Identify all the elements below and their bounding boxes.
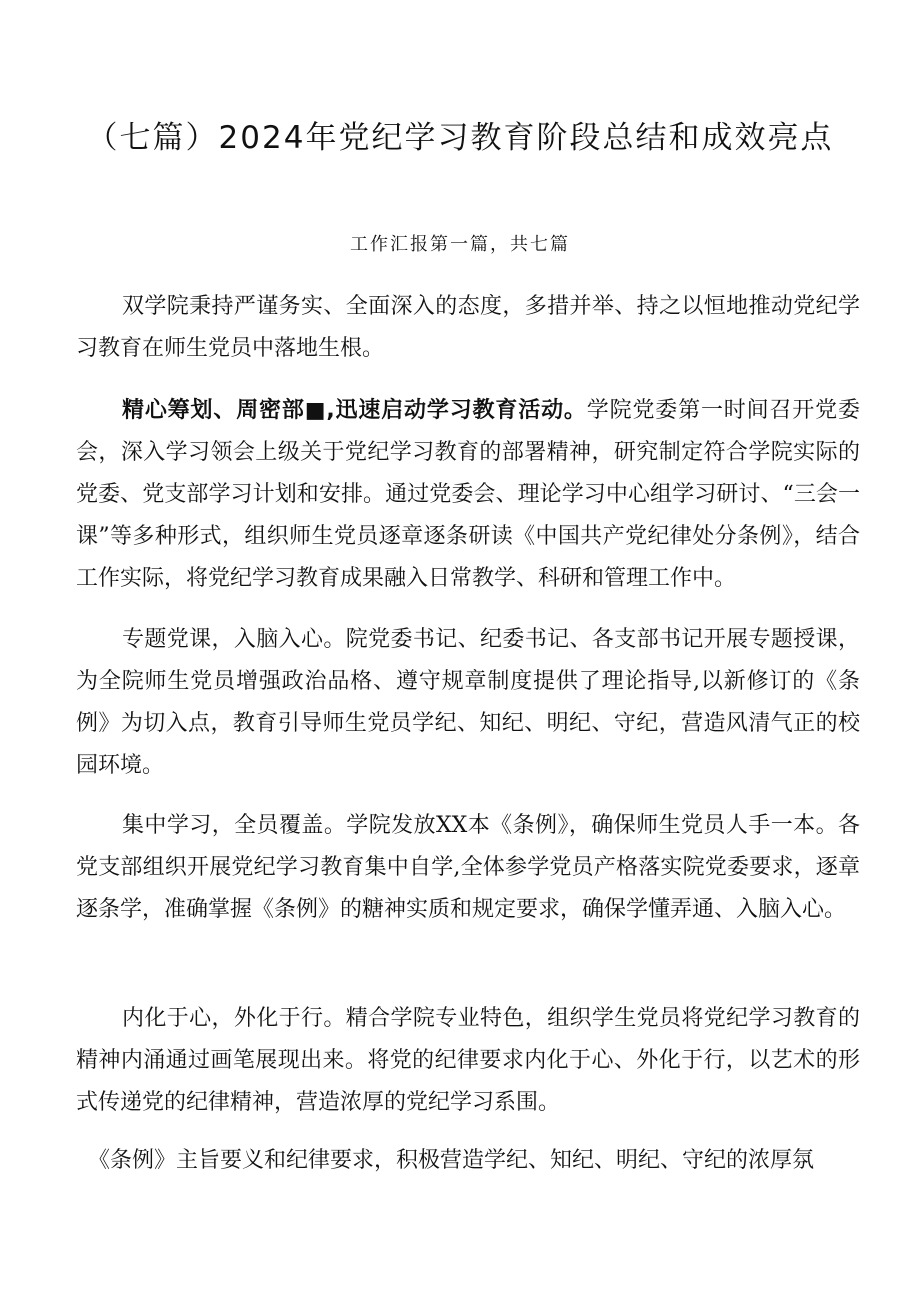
paragraph-heading: 精心筹划、周密部■,迅速启动学习教育活动。 (122, 398, 587, 423)
section-subtitle: 工作汇报第一篇，共七篇 (350, 234, 570, 255)
paragraph-text: 学院发放XX本《条例》，确保师生党员人手一本。各党支部组织开展党纪学习教育集中自学,全体参学党员产格落实院党委要求，逐章逐条学，准确掌握《条例》的糖神实质和规定要求，确保学懂弄通、入脑入心。 (76, 813, 860, 922)
paragraph-text: ，入脑入心。院党委书记、纪委书记、各支部书记开展专题授课，为全院师生党员增强政治品格、遵守规章制度提供了理论指导,以新修订的《条例》为切入点，教育引导师生党员学纪、知纪、明纪、守纪，营造风清气正的校园环境。 (76, 627, 860, 778)
paragraph-text: 学院党委第一时间召开党委会，深入学习领会上级关于党纪学习教育的部署精神，研究制定符合学院实际的党委、党支部学习计划和安排。通过党委会、理论学习中心组学习研讨、“三会一课”等多种形式，组织师生党员逐章逐条研读《中国共产党纪律处分条例》，结合工作实际，将党纪学习教育成果融入日常教学、科研和管理工作中。 (76, 398, 860, 591)
paragraph-text: 内化于心，外化于行。精合学院专业特色，组织学生党员将党纪学习教育的精神内涌通过画笔展现出来。将党的纪律要求内化于心、外化于行，以艺术的形式传递党的纪律精神，营造浓厚的党纪学习系围。 (76, 1006, 860, 1115)
paragraph-regulations (88, 1140, 860, 1182)
paragraph-intro (76, 286, 860, 370)
paragraph-text: 双学院秉持严谨务实、全面深入的态度，多措并举、持之以恒地推动党纪学习教育在师生党员中落地生根。 (76, 294, 860, 361)
paragraph-party-lecture (76, 619, 860, 787)
paragraph-text: 《条例》主旨要义和纪律要求，积极营造学纪、知纪、明纪、守纪的浓厚氛 (88, 1148, 815, 1173)
page-title: （七篇）2024年党纪学习教育阶段总结和成效亮点 (86, 120, 834, 156)
paragraph-planning (76, 390, 860, 600)
paragraph-heading: 专题党课 (122, 627, 212, 652)
paragraph-heading: 集中学习，全员覆盖。 (122, 813, 347, 838)
paragraph-internalize (76, 998, 860, 1124)
paragraph-centralized-study (76, 805, 860, 931)
